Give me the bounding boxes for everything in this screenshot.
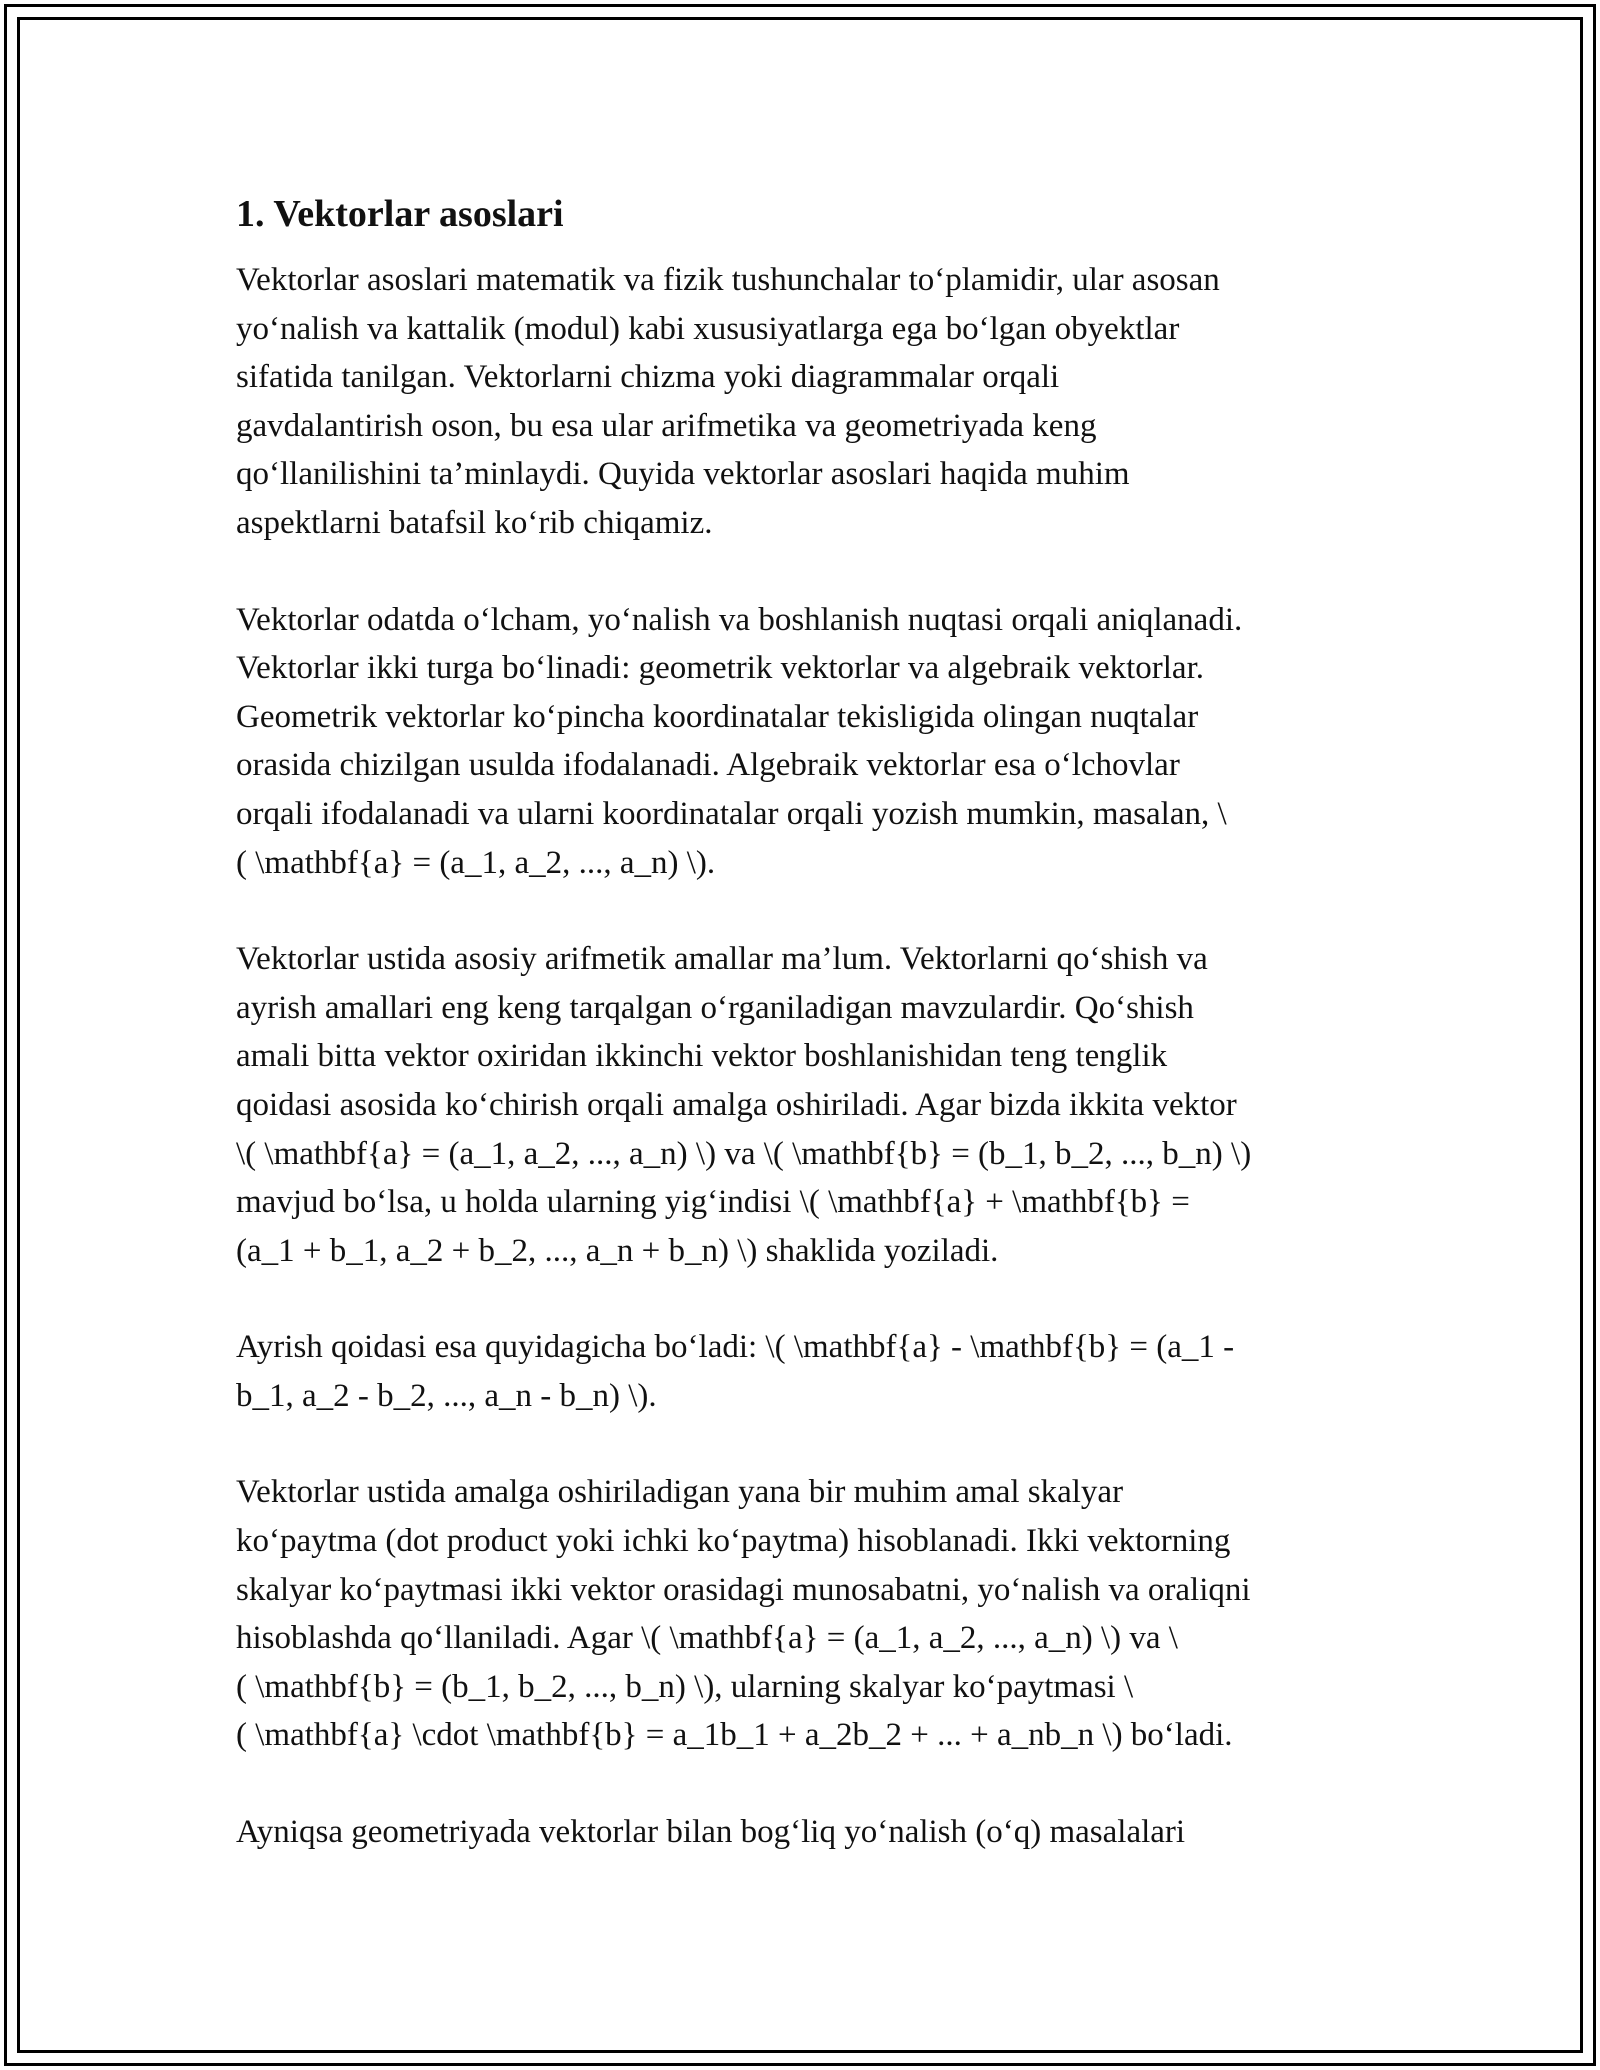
paragraph-geometry: [236, 1808, 1371, 1857]
paragraph-vector-addition: [236, 935, 1371, 1275]
text-line: b_1, a_2 - b_2, ..., a_n - b_n) \).: [236, 1377, 657, 1414]
section-heading: 1. Vektorlar asoslari: [236, 193, 564, 235]
text-line: amali bitta vektor oxiridan ikkinchi vektor boshlanishidan teng tenglik: [236, 1038, 1168, 1075]
text-line: ( \mathbf{a} = (a_1, a_2, ..., a_n) \).: [236, 844, 716, 881]
text-line: Ayrish qoidasi esa quyidagicha bo‘ladi: \( \mathbf{a} - \mathbf{b} = (a_1 -: [236, 1329, 1235, 1366]
paragraph-intro: [236, 256, 1371, 548]
text-line: Ayniqsa geometriyada vektorlar bilan bog‘liq yo‘nalish (o‘q) masalalari: [236, 1814, 1186, 1851]
text-line: \( \mathbf{a} = (a_1, a_2, ..., a_n) \) va \( \mathbf{b} = (b_1, b_2, ..., b_n) \): [236, 1135, 1252, 1172]
text-line: ( \mathbf{a} \cdot \mathbf{b} = a_1b_1 + a_2b_2 + ... + a_nb_n \) bo‘ladi.: [236, 1717, 1233, 1754]
text-line: orasida chizilgan usulda ifodalanadi. Algebraik vektorlar esa o‘lchovlar: [236, 747, 1180, 784]
text-line: mavjud bo‘lsa, u holda ularning yig‘indisi \( \mathbf{a} + \mathbf{b} =: [236, 1184, 1190, 1221]
text-line: orqali ifodalanadi va ularni koordinatalar orqali yozish mumkin, masalan, \: [236, 795, 1227, 832]
text-line: qoidasi asosida ko‘chirish orqali amalga oshiriladi. Agar bizda ikkita vektor: [236, 1086, 1237, 1123]
text-line: gavdalantirish oson, bu esa ular arifmetika va geometriyada keng: [236, 407, 1097, 444]
text-line: ayrish amallari eng keng tarqalgan o‘rganiladigan mavzulardir. Qo‘shish: [236, 989, 1194, 1026]
text-line: yo‘nalish va kattalik (modul) kabi xususiyatlarga ega bo‘lgan obyektlar: [236, 310, 1180, 347]
text-line: ko‘paytma (dot product yoki ichki ko‘paytma) hisoblanadi. Ikki vektorning: [236, 1523, 1231, 1560]
paragraph-dot-product: [236, 1468, 1371, 1760]
text-line: skalyar ko‘paytmasi ikki vektor orasidagi munosabatni, yo‘nalish va oraliqni: [236, 1571, 1251, 1608]
text-line: Vektorlar ustida amalga oshiriladigan yana bir muhim amal skalyar: [236, 1474, 1124, 1511]
text-line: Geometrik vektorlar ko‘pincha koordinatalar tekisligida olingan nuqtalar: [236, 698, 1199, 735]
text-line: Vektorlar asoslari matematik va fizik tushunchalar to‘plamidir, ular asosan: [236, 262, 1220, 298]
text-line: hisoblashda qo‘llaniladi. Agar \( \mathbf{a} = (a_1, a_2, ..., a_n) \) va \: [236, 1620, 1178, 1657]
text-line: ( \mathbf{b} = (b_1, b_2, ..., b_n) \), ularning skalyar ko‘paytmasi \: [236, 1668, 1134, 1705]
text-line: Vektorlar odatda o‘lcham, yo‘nalish va boshlanish nuqtasi orqali aniqlanadi.: [236, 601, 1243, 638]
paragraph-vector-subtraction: [236, 1323, 1371, 1420]
text-line: (a_1 + b_1, a_2 + b_2, ..., a_n + b_n) \) shaklida yoziladi.: [236, 1232, 999, 1269]
text-line: qo‘llanilishini ta’minlaydi. Quyida vektorlar asoslari haqida muhim: [236, 456, 1130, 493]
text-line: Vektorlar ikki turga bo‘linadi: geometrik vektorlar va algebraik vektorlar.: [236, 650, 1204, 687]
text-line: Vektorlar ustida asosiy arifmetik amallar ma’lum. Vektorlarni qo‘shish va: [236, 941, 1208, 978]
document-body: [236, 186, 1371, 1905]
text-line: sifatida tanilgan. Vektorlarni chizma yoki diagrammalar orqali: [236, 359, 1060, 396]
text-line: aspektlarni batafsil ko‘rib chiqamiz.: [236, 504, 713, 541]
paragraph-vector-types: [236, 596, 1371, 888]
